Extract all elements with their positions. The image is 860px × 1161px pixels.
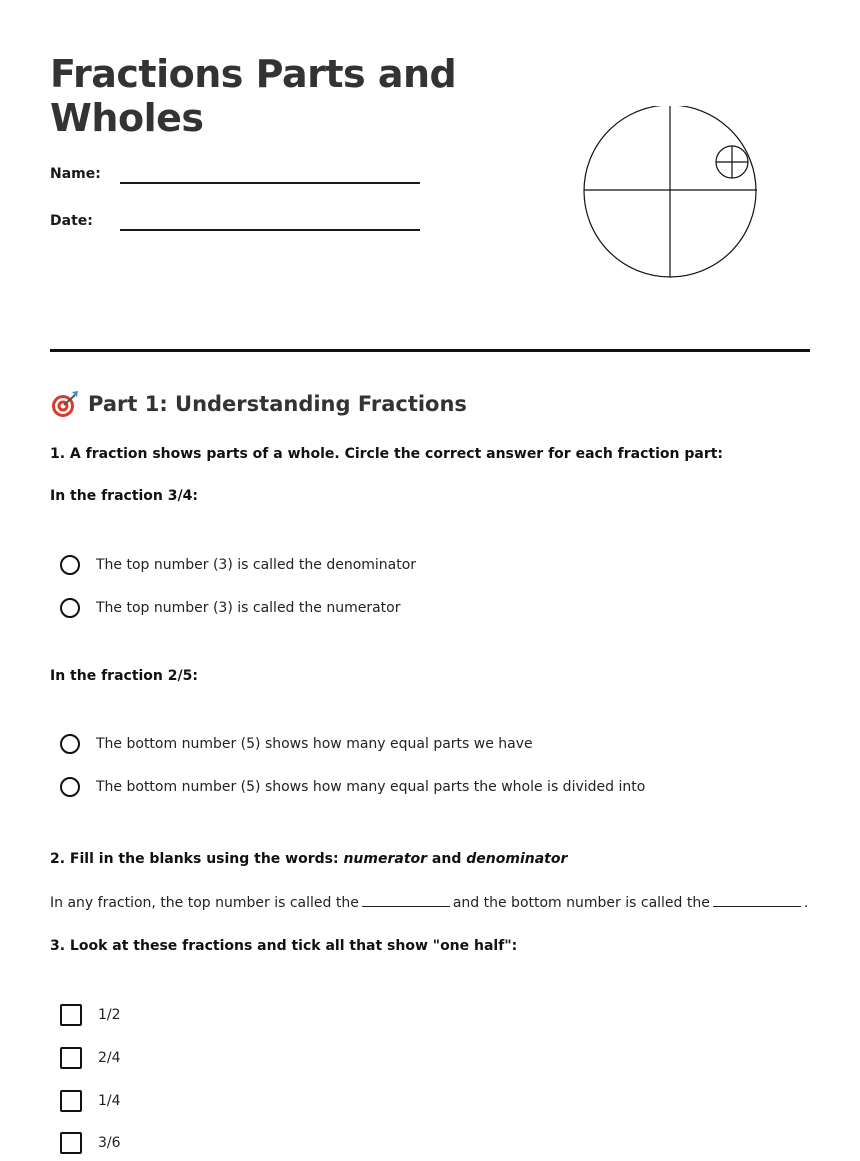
- question-2-prefix: 2. Fill in the blanks using the words:: [50, 851, 344, 867]
- word-numerator: numerator: [343, 851, 428, 867]
- option-1b-parts-divided-into[interactable]: [60, 774, 645, 800]
- option-text: The bottom number (5) shows how many equal parts the whole is divided into: [96, 779, 646, 795]
- checkbox[interactable]: [60, 1047, 82, 1069]
- option-text: The top number (3) is called the denominator: [96, 557, 417, 573]
- checkbox-option-1-2[interactable]: [60, 1002, 121, 1028]
- section-heading-text: Part 1: Understanding Fractions: [88, 392, 467, 416]
- blank-1[interactable]: [362, 892, 450, 907]
- question-1b-label: In the fraction 2/5:: [50, 668, 198, 684]
- checkbox[interactable]: [60, 1132, 82, 1154]
- date-write-line[interactable]: [120, 229, 420, 231]
- question-2-prompt: [50, 849, 567, 869]
- dart-target-icon: [50, 390, 80, 418]
- sentence-end: .: [803, 895, 809, 911]
- quartered-circle-figure: [582, 106, 762, 284]
- checkbox-option-3-6[interactable]: [60, 1130, 121, 1156]
- checkbox-option-2-4[interactable]: [60, 1045, 121, 1071]
- sentence-part-1: In any fraction, the top number is called the: [50, 895, 359, 911]
- radio-button[interactable]: [60, 555, 80, 575]
- sentence-part-2: and the bottom number is called the: [452, 895, 710, 911]
- option-1b-parts-we-have[interactable]: [60, 731, 533, 757]
- date-row: [50, 213, 430, 243]
- name-label: Name:: [50, 166, 101, 182]
- checkbox[interactable]: [60, 1090, 82, 1112]
- name-row: [50, 166, 430, 196]
- option-text: 2/4: [98, 1050, 121, 1066]
- name-write-line[interactable]: [120, 182, 420, 184]
- question-1-prompt: 1. A fraction shows parts of a whole. Circle the correct answer for each fraction part:: [50, 446, 724, 462]
- option-text: 1/2: [98, 1007, 121, 1023]
- checkbox[interactable]: [60, 1004, 82, 1026]
- blank-2[interactable]: [713, 892, 801, 907]
- option-text: The top number (3) is called the numerator: [96, 600, 401, 616]
- checkbox-option-1-4[interactable]: [60, 1088, 121, 1114]
- question-3-prompt: 3. Look at these fractions and tick all that show "one half":: [50, 938, 518, 954]
- worksheet-title: [50, 52, 456, 140]
- option-1a-denominator[interactable]: [60, 552, 416, 578]
- header-divider: [50, 349, 810, 352]
- section-heading-part-1: [50, 390, 467, 418]
- radio-button[interactable]: [60, 777, 80, 797]
- date-label: Date:: [50, 213, 93, 229]
- word-denominator: denominator: [466, 851, 568, 867]
- question-1a-label: In the fraction 3/4:: [50, 488, 198, 504]
- radio-button[interactable]: [60, 734, 80, 754]
- quartered-circle-icon: [582, 106, 762, 280]
- option-text: The bottom number (5) shows how many equal parts we have: [96, 736, 533, 752]
- option-1a-numerator[interactable]: [60, 595, 400, 621]
- title-line-1: Fractions Parts and: [50, 52, 457, 96]
- title-line-2: Wholes: [50, 96, 204, 140]
- option-text: 3/6: [98, 1135, 121, 1151]
- word-and: and: [427, 851, 467, 867]
- fill-in-sentence: [50, 892, 808, 913]
- radio-button[interactable]: [60, 598, 80, 618]
- option-text: 1/4: [98, 1093, 121, 1109]
